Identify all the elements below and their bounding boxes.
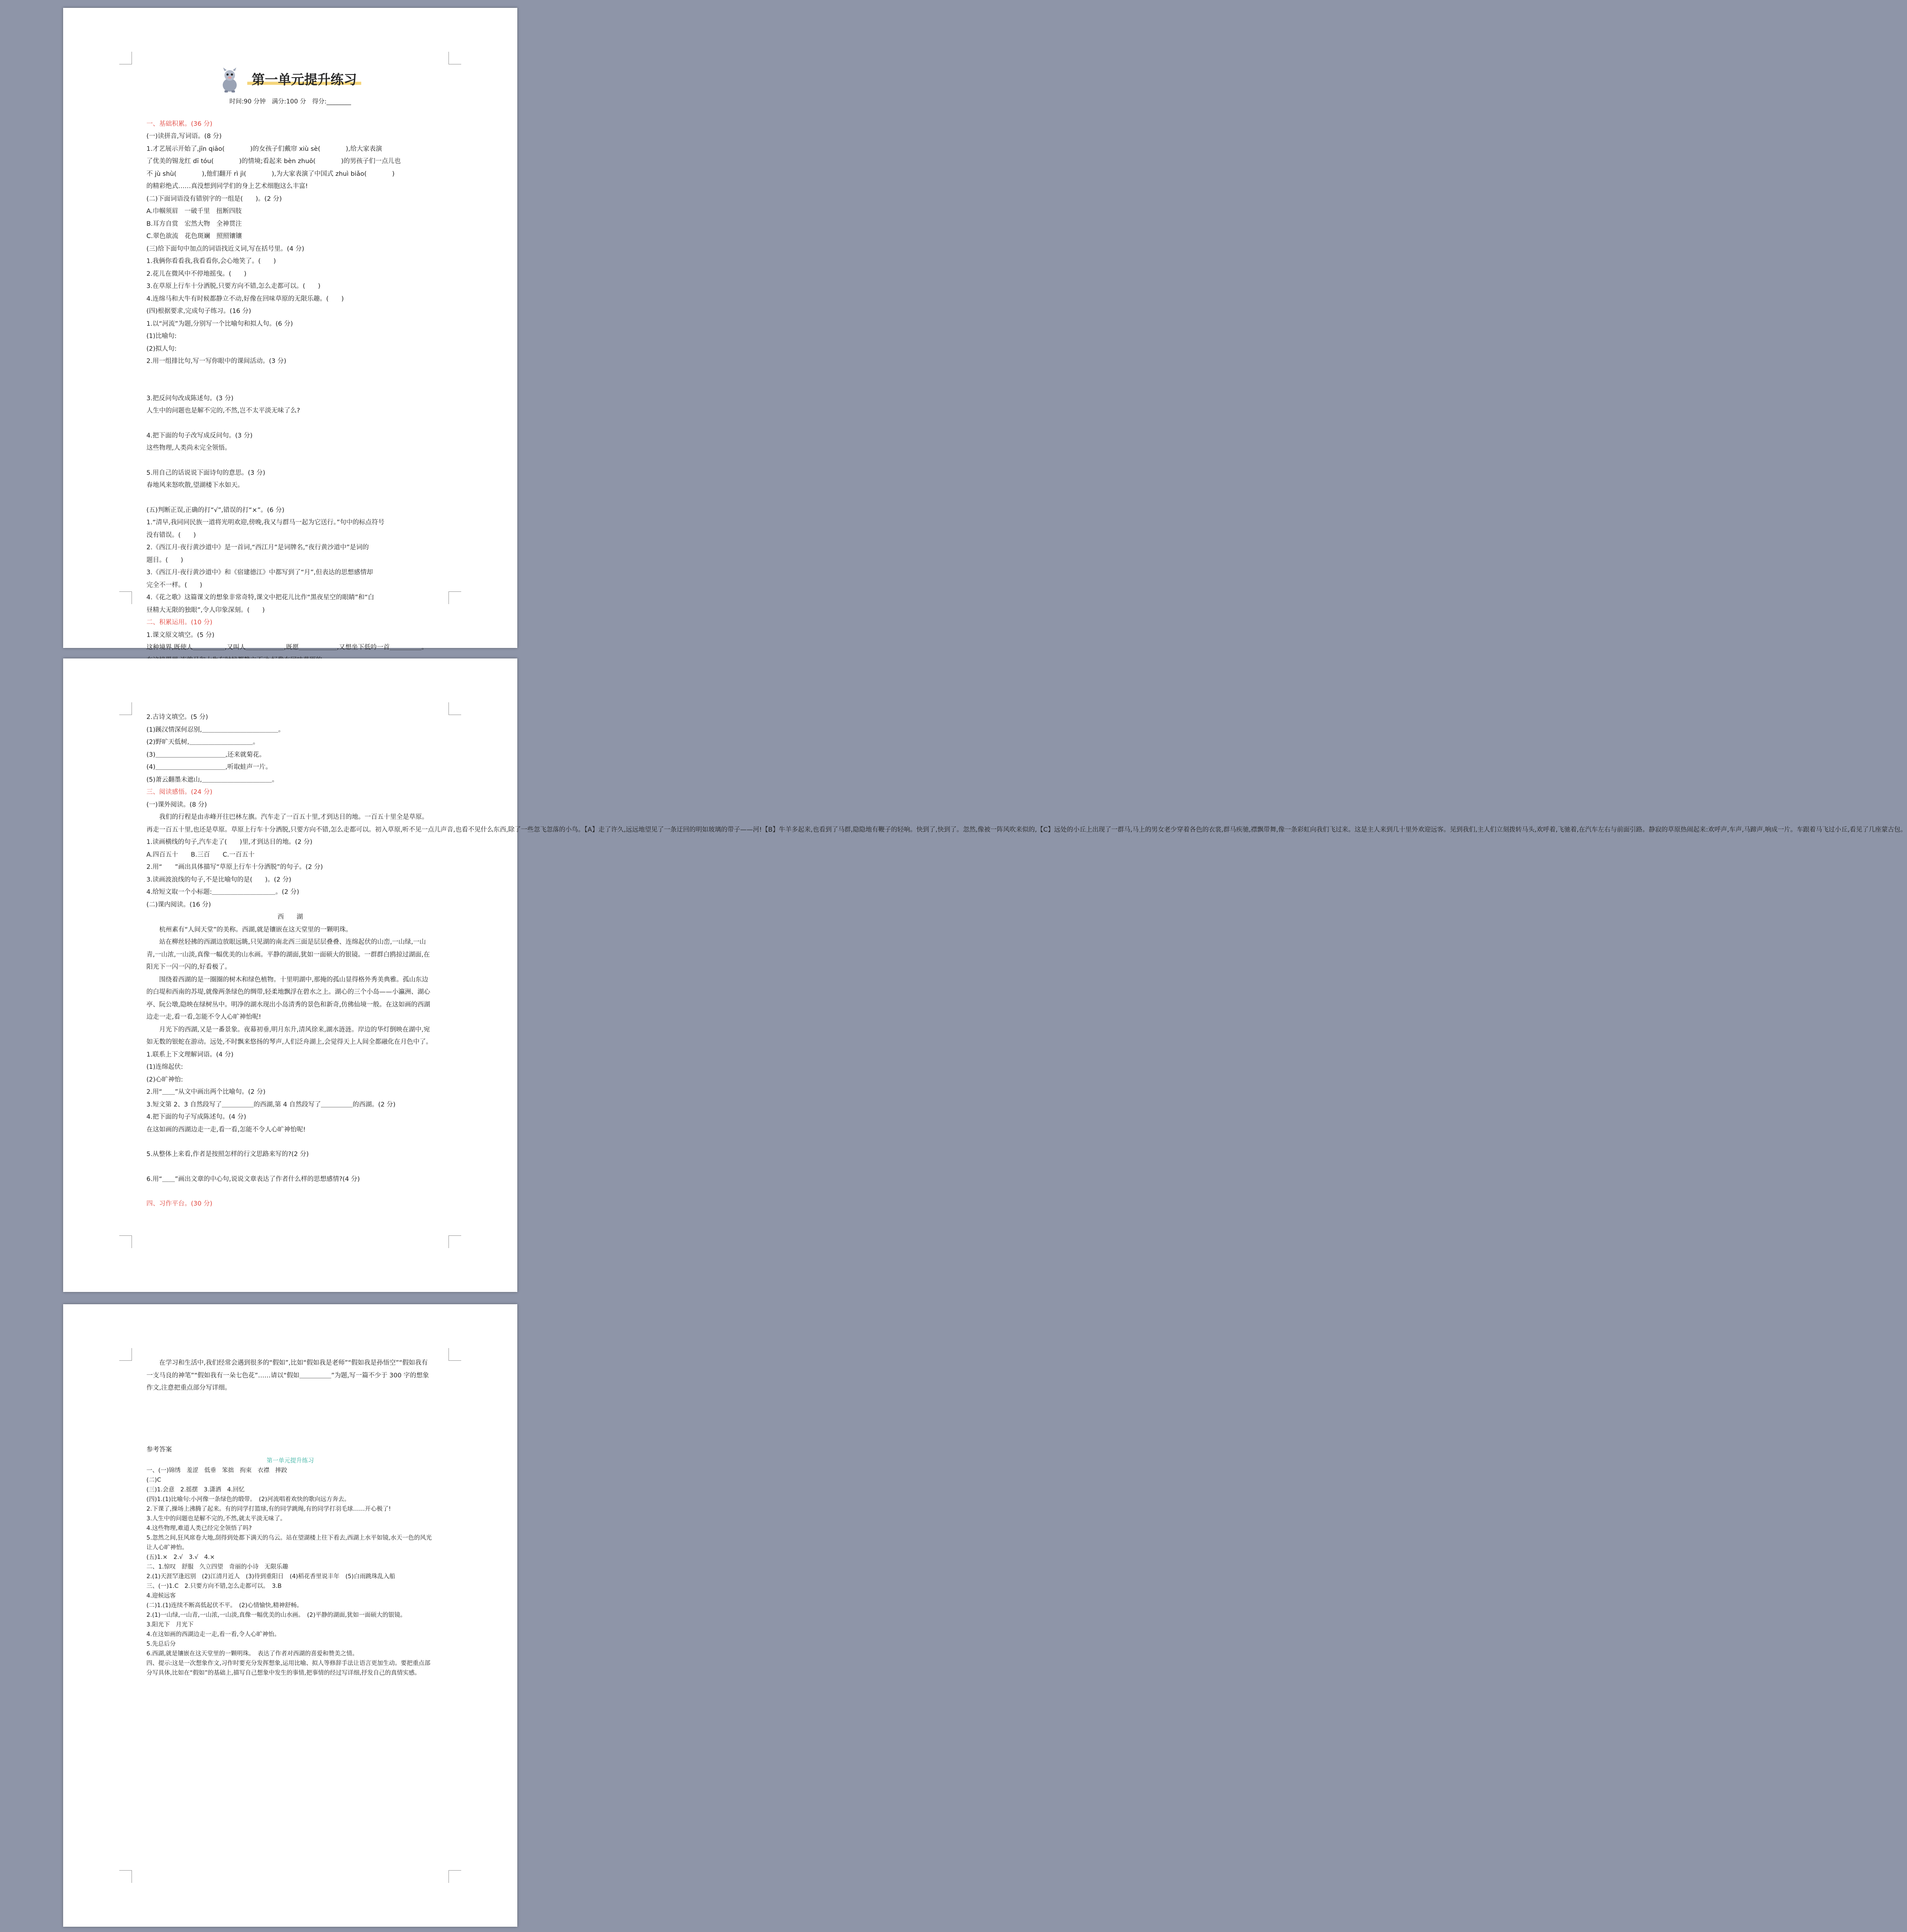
- question-line: 围绕着西湖的是一圈圈的树木和绿色植物。十里明湖中,那掩的孤山显得格外秀美典雅。孤山东边的白堤和西南的苏堤,就像两条绿色的绸带,轻柔地飘浮在碧水之上。湖心的三个小岛——小瀛洲、湖心亭、阮公墩,隐映在绿树丛中。明净的湖水现出小岛清秀的景色和新奇,仿佛仙境一般。在这如画的西湖边走一走,看一看,怎能不令人心旷神怡呢!: [146, 976, 430, 1021]
- question-line: 1.课文原文填空。(5 分): [146, 631, 214, 639]
- answer-line: 4.迎候远客: [146, 1592, 176, 1599]
- question-line: 我们的行程是由赤峰开往巴林左旗。汽车走了一百五十里,才到达目的地。一百五十里全是草原。: [159, 814, 428, 821]
- crop-mark: [448, 1348, 461, 1361]
- crop-mark: [448, 1870, 461, 1883]
- section-heading: 四、习作平台。(30 分): [146, 1200, 213, 1207]
- answer-line: 2.下课了,操场上沸腾了起来。有的同学打篮球,有的同学跳绳,有的同学打羽毛球……开心极了!: [146, 1505, 391, 1512]
- question-line: 3.短文第 2、3 自然段写了＿＿＿＿＿的西湖,第 4 自然段写了＿＿＿＿＿的西湖。(2 分): [146, 1101, 396, 1108]
- question-line: 3.在草原上行车十分洒脱,只要方向不错,怎么走都可以。( ): [146, 283, 320, 290]
- crop-mark: [448, 591, 461, 604]
- question-line: 的精彩绝式……真没想到同学们的身上艺术细胞这么丰富!: [146, 183, 308, 190]
- question-line: (五)判断正误,正确的打“√”,错误的打“×”。(6 分): [146, 506, 285, 514]
- question-line: 没有错误。( ): [146, 531, 196, 539]
- crop-mark: [119, 52, 132, 64]
- crop-mark: [119, 591, 132, 604]
- question-line: 3.把反问句改成陈述句。(3 分): [146, 395, 234, 402]
- question-line: (四)根据要求,完成句子练习。(16 分): [146, 308, 251, 315]
- question-line: 再走一百五十里,也还是草原。草原上行车十分洒脱,只要方向不错,怎么走都可以。初入草原,听不见一点儿声音,也看不见什么东西,除了一些忽飞忽落的小鸟。【A】走了许久,远远地望见了一条迂回的明如玻璃的带子——河!【B】牛羊多起来,也看到了马群,隐隐地有鞭子的轻响。快到了,快到了。忽然,像被一阵风吹来似的,【C】远处的小丘上出现了一群马,马上的男女老少穿着各色的衣裳,群马疾驰,襟飘带舞,像一条彩虹向我们飞过来。这是主人来到几十里外欢迎远客。见到我们,主人们立刻拨转马头,欢呼着,飞驰着,在汽车左右与前面引路。静寂的草原热闹起来:欢呼声,车声,马蹄声,响成一片。车跟着马飞过小丘,看见了几座蒙古包。: [146, 826, 1907, 833]
- question-line: (1)连绵起伏:: [146, 1064, 183, 1071]
- crop-mark: [448, 1235, 461, 1248]
- answer-line: 5.先总后分: [146, 1640, 176, 1647]
- section-heading: 二、积累运用。(10 分): [146, 619, 213, 626]
- answers-title: 第一单元提升练习: [267, 1457, 314, 1464]
- answer-line: 一、(一)锦绣 羞涩 低垂 笨拙 拘束 衣襟 摔跤: [146, 1467, 288, 1474]
- question-line: 西 湖: [278, 914, 303, 921]
- question-line: B.耳方自赏 宏然大物 全神贯注: [146, 220, 242, 228]
- page-3-body: [146, 1357, 434, 1395]
- answer-line: 四、提示:这是一次想象作文,习作时要充分发挥想象,运用比喻、拟人等修辞手法让语言更加生动。要把重点部分写具体,比如在“假如”的基础上,描写自己想象中发生的事情,把事情的经过写详细,抒发自己的真情实感。: [146, 1660, 430, 1676]
- question-line: (一)读拼音,写词语。(8 分): [146, 133, 222, 140]
- question-line: (一)课外阅读。(8 分): [146, 801, 207, 808]
- question-line: A.巾帼须眉 一破千里 扭断四肢: [146, 208, 242, 215]
- page-title: 第一单元提升练习: [247, 74, 361, 87]
- question-line: (2)心旷神怡:: [146, 1076, 183, 1083]
- answer-space: [146, 417, 434, 430]
- answer-line: 4.这些物理,难道人类已经完全领悟了吗?: [146, 1525, 252, 1532]
- question-line: 这些物理,人类尚未完全领悟。: [146, 445, 231, 452]
- answer-line: (二)C: [146, 1477, 161, 1484]
- mascot-icon: [219, 68, 240, 93]
- answer-space: [146, 1161, 434, 1173]
- answer-line: 2.(1)天涯罕逢迟别 (2)江清月近人 (3)待到重阳日 (4)稻花香里说丰年 (5)白雨跳珠乱入船: [146, 1573, 395, 1580]
- question-line: 完全不一样。( ): [146, 581, 203, 589]
- question-line: (2)拟人句:: [146, 345, 177, 352]
- crop-mark: [119, 702, 132, 715]
- section-heading: 三、阅读感悟。(24 分): [146, 789, 213, 796]
- question-line: 了优美的锡龙红 dī tóu( )的情境;看起来 bèn zhuō( )的男孩子们一点儿也: [146, 158, 401, 165]
- answer-space: [146, 368, 434, 392]
- question-line: 2.用“＿＿”从文中画出两个比喻句。(2 分): [146, 1089, 266, 1096]
- question-line: 人生中的问题也是解不完的,不然,岂不太平淡无味了么?: [146, 407, 300, 414]
- crop-mark: [448, 52, 461, 64]
- answer-line: (三)1.会意 2.摇摆 3.潇洒 4.回忆: [146, 1486, 245, 1493]
- answer-line: 3.阳光下 月光下: [146, 1621, 194, 1628]
- question-line: 不 jù shù( ),他们翻开 rì jì( ),为大家表演了中国式 zhuì biǎo( ): [146, 170, 395, 178]
- exam-meta: 时间:90 分钟 满分:100 分 得分:________: [229, 98, 351, 105]
- question-line: (二)下面词语没有错别字的一组是( )。(2 分): [146, 195, 282, 203]
- question-line: 2.用一组排比句,写一写你眼中的课间活动。(3 分): [146, 358, 287, 365]
- question-line: 4.把下面的句子改写成反问句。(3 分): [146, 432, 253, 439]
- answer-line: (二)1.(1)连续不断高低起伏不平。 (2)心情愉快,精神舒畅。: [146, 1602, 303, 1609]
- page-2: [63, 658, 1907, 1292]
- question-line: 4.给短文取一个小标题:＿＿＿＿＿＿＿＿＿＿。(2 分): [146, 889, 299, 896]
- question-line: 5.用自己的话说说下面诗句的意思。(3 分): [146, 469, 265, 477]
- question-line: C.翠色欲流 花色斑斓 照照镶镶: [146, 233, 242, 240]
- answer-line: 2.(1)一山绿,一山青,一山浓,一山淡,真像一幅优美的山水画。 (2)平静的湖面,犹如一面硕大的银镜。: [146, 1612, 406, 1619]
- question-line: A.四百五十 B.三百 C.一百五十: [146, 851, 255, 858]
- question-line: 4.把下面的句子写成陈述句。(4 分): [146, 1114, 246, 1121]
- crop-mark: [119, 1348, 132, 1361]
- answers-heading: 参考答案: [146, 1446, 172, 1453]
- question-line: 4.《花之歌》这篇课文的想象非常奇特,课文中把花儿比作“黑夜星空的眼睛”和“白: [146, 594, 374, 601]
- question-line: (4)＿＿＿＿＿＿＿＿＿＿＿,听取蛙声一片。: [146, 764, 272, 771]
- page-2-body: [146, 711, 1907, 1210]
- question-line: (1)蹊汉情深何忍别,＿＿＿＿＿＿＿＿＿＿＿＿。: [146, 726, 285, 733]
- question-line: 3.读画波浪线的句子,不是比喻句的是( )。(2 分): [146, 876, 292, 883]
- answer-line: 二、1.惊叹 舒服 久立四望 奇丽的小诗 无限乐趣: [146, 1563, 288, 1570]
- answers-body: [146, 1466, 434, 1678]
- answer-space: [146, 492, 434, 504]
- question-line: 杭州素有“人间天堂”的美称。西湖,就是镶嵌在这天堂里的一颗明珠。: [159, 926, 352, 933]
- question-line: 1.我俩你看看我,我看看你,会心地笑了。( ): [146, 258, 276, 265]
- question-line: 2.花儿在微风中不停地摇曳。( ): [146, 270, 247, 278]
- question-line: 1.读画横线的句子,汽车走了( )里,才到达目的地。(2 分): [146, 839, 313, 846]
- answer-space: [146, 455, 434, 467]
- answer-space: [146, 1136, 434, 1148]
- answer-line: 3.人生中的问题也是解不完的,不然,就太平淡无味了。: [146, 1515, 286, 1522]
- question-line: (3)＿＿＿＿＿＿＿＿＿＿＿,还来就菊花。: [146, 751, 266, 758]
- question-line: 1.以“河流”为题,分别写一个比喻句和拟人句。(6 分): [146, 320, 293, 327]
- question-line: (2)野旷天低树,＿＿＿＿＿＿＿＿＿＿。: [146, 739, 260, 746]
- answer-line: 三、(一)1.C 2.只要方向不错,怎么走都可以。 3.B: [146, 1583, 282, 1590]
- question-line: 3.《西江月·夜行黄沙道中》和《宿建德江》中都写到了“月”,但表达的思想感情却: [146, 569, 373, 576]
- prompt-text: 在学习和生活中,我们经常会遇到很多的“假如”,比如“假如我是老师”“假如我是孙悟空”“假如我有一支马良的神笔”“假如我有一朵七色花”……请以“假如＿＿＿＿＿”为题,写一篇不少于 300 字的想象作文,注意把重点部分写详细。: [146, 1359, 429, 1391]
- question-line: 1.联系上下文理解词语。(4 分): [146, 1051, 234, 1058]
- question-line: 这种境界,既使人＿＿＿＿＿,又叫人＿＿＿＿＿＿,既愿＿＿＿＿＿＿,又想坐下低吟一首＿＿＿＿＿。: [146, 644, 428, 651]
- page-1-body: [146, 118, 434, 667]
- section-heading: 一、基础积累。(36 分): [146, 120, 213, 128]
- question-line: 站在柳丝轻拂的西湖边放眼远眺,只见湖的南北西三面是层层叠叠、连绵起伏的山峦,一山绿,一山青,一山浓,一山淡,真像一幅优美的山水画。平静的湖面,犹如一面硕大的银镜。一群群白鸥掠过湖面,在阳光下一闪一闪的,好看极了。: [146, 939, 430, 971]
- page-1: [63, 8, 517, 651]
- question-line: 昼精大无限的独眼”,令人印象深刻。( ): [146, 606, 265, 614]
- question-line: 2.古诗文填空。(5 分): [146, 714, 208, 721]
- crop-mark: [448, 702, 461, 715]
- crop-mark: [119, 1235, 132, 1248]
- crop-mark: [119, 1870, 132, 1883]
- question-line: (二)课内阅读。(16 分): [146, 901, 211, 908]
- question-line: 题目。( ): [146, 556, 183, 564]
- question-line: 5.从整体上来看,作者是按照怎样的行文思路来写的?(2 分): [146, 1151, 309, 1158]
- question-line: 春地风来怒吹散,望湖楼下水如天。: [146, 482, 244, 489]
- question-line: 6.用“＿＿”画出文章的中心句,说说文章表达了作者什么样的思想感情?(4 分): [146, 1175, 360, 1183]
- question-line: (1)比喻句:: [146, 333, 177, 340]
- question-line: (5)萧云翻墨未遮山,＿＿＿＿＿＿＿＿＿＿＿。: [146, 776, 278, 783]
- page-3: [63, 1304, 517, 1927]
- question-line: 1.“清早,我同同民族一道将光明欢迎,傍晚,我又与群马一起为它送行。”句中的标点符号: [146, 519, 384, 526]
- answer-line: 4.在这如画的西湖边走一走,看一看,令人心旷神怡。: [146, 1631, 280, 1638]
- question-line: 2.用“ ”画出具体描写“草原上行车十分洒脱”的句子。(2 分): [146, 864, 323, 871]
- title-row: [146, 65, 434, 96]
- question-line: 1.才艺展示开始了,jīn qiāo( )的女孩子们戴帘 xiù sè( ),给大家表演: [146, 145, 382, 153]
- question-line: (三)给下面句中加点的词语找近义词,写在括号里。(4 分): [146, 245, 305, 253]
- answer-line: (四)1.(1)比喻句:小河像一条绿色的缎带。 (2)河流唱着欢快的歌向远方奔去。: [146, 1496, 350, 1503]
- question-line: 在这如画的西湖边走一走,看一看,怎能不令人心旷神怡呢!: [146, 1126, 306, 1133]
- answer-space: [146, 1185, 434, 1198]
- answer-line: 5.忽然之间,狂风席卷大地,刮得到处都下满天的乌云。站在望湖楼上往下看去,西湖上水平如镜,水天一色的风光让人心旷神怡。: [146, 1534, 432, 1551]
- question-line: 4.连绵马和大牛有时候都静立不动,好像在回味草原的无限乐趣。( ): [146, 295, 344, 302]
- question-line: 月光下的西湖,又是一番景象。夜幕初垂,明月东升,清风徐来,湖水涟涟。岸边的华灯倒映在湖中,宛如无数的银蛇在游动。远处,不时飘来悠扬的琴声,人们泛舟湖上,会觉得天上人间全都融化在月色中了。: [146, 1026, 432, 1046]
- answer-line: (五)1.× 2.√ 3.√ 4.×: [146, 1554, 215, 1561]
- question-line: 2.《西江月·夜行黄沙道中》是一首词,“西江月”是词牌名,“夜行黄沙道中”是词的: [146, 544, 369, 551]
- answer-line: 6.西湖,就是镶嵌在这天堂里的一颗明珠。 表达了作者对西湖的喜爱和赞美之情。: [146, 1650, 358, 1657]
